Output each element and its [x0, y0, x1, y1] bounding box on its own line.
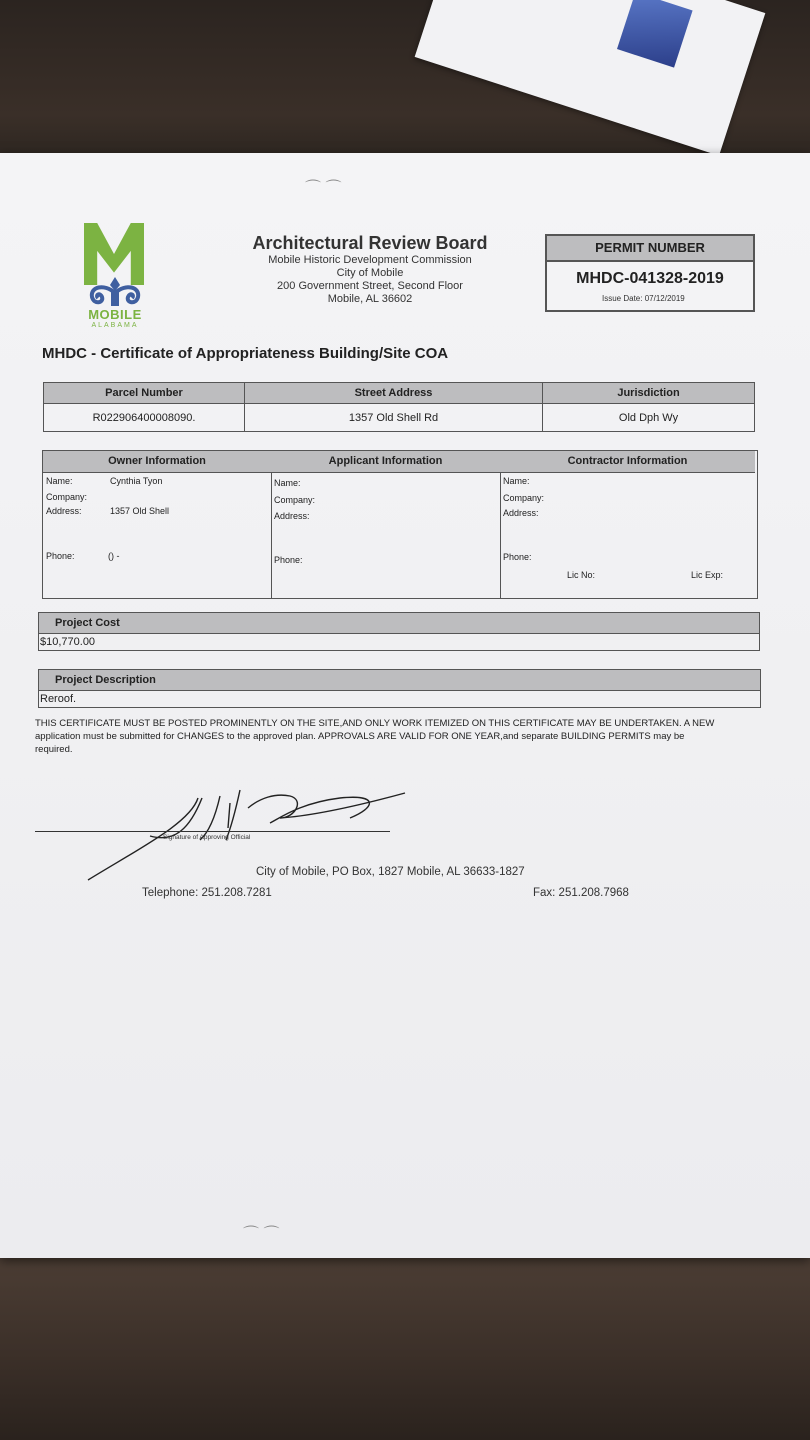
contacts-table — [42, 450, 758, 599]
project-cost-value: $10,770.00 — [40, 636, 96, 648]
project-description-value: Reroof. — [40, 693, 77, 705]
owner-column — [43, 451, 272, 598]
permit-issue-date — [602, 294, 685, 303]
footer-address: City of Mobile, PO Box, 1827 Mobile, AL 36633-1827 — [256, 866, 525, 878]
jurisdiction-header: Jurisdiction — [543, 383, 755, 404]
fleur-de-lis-icon — [86, 275, 144, 309]
board-citystatezip: Mobile, AL 36602 — [327, 293, 413, 305]
board-commission: Mobile Historic Development Commission — [268, 254, 472, 266]
applicant-address-label: Address: — [274, 511, 310, 521]
permit-heading: PERMIT NUMBER — [547, 236, 753, 262]
owner-address: 1357 Old Shell — [110, 506, 170, 516]
owner-phone: () - — [108, 551, 120, 561]
applicant-name-label: Name: — [274, 478, 301, 488]
project-cost-heading: Project Cost — [39, 613, 759, 634]
board-street: 200 Government Street, Second Floor — [277, 280, 463, 292]
staple-mark-top: ⌒ ⌒ — [305, 180, 342, 197]
applicant-column — [271, 451, 501, 598]
applicant-company-label: Company: — [274, 495, 316, 505]
project-description-band — [38, 669, 761, 708]
applicant-phone-label: Phone: — [274, 555, 303, 565]
parcel-number-value: R022906400008090. — [44, 404, 245, 432]
owner-heading: Owner Information — [43, 451, 271, 473]
signature-label: Signature of Approving Official — [163, 834, 251, 841]
board-city: City of Mobile — [336, 267, 404, 279]
contractor-lic-no-label: Lic No: — [567, 570, 596, 580]
board-title: Architectural Review Board — [252, 233, 488, 253]
signature-line — [35, 831, 390, 832]
owner-phone-label: Phone: — [46, 551, 75, 561]
envelope-stamp — [617, 0, 693, 68]
permit-number-box — [545, 234, 755, 312]
issue-date-label: Issue Date: — [602, 294, 643, 303]
contractor-phone-label: Phone: — [503, 552, 532, 562]
issue-date-value: 07/12/2019 — [644, 294, 685, 303]
certificate-document — [0, 153, 810, 1258]
project-description-heading: Project Description — [39, 670, 760, 691]
contractor-name-label: Name: — [503, 476, 530, 486]
posting-notice: THIS CERTIFICATE MUST BE POSTED PROMINENTLY ON THE SITE,AND ONLY WORK ITEMIZED ON THIS CERTIFICATE MAY BE UNDERTAKEN. A NEW application must be submitted for CHANGES to the approved plan. APPROVALS ARE VALID FOR ONE YEAR,and separate BUILDING PERMITS may be required. — [35, 718, 715, 755]
contractor-column — [500, 451, 755, 598]
street-address-value: 1357 Old Shell Rd — [245, 404, 543, 432]
parcel-number-header: Parcel Number — [44, 383, 245, 404]
envelope-corner — [415, 0, 766, 156]
owner-name: Cynthia Tyon — [110, 476, 163, 486]
board-header — [240, 233, 500, 306]
owner-company-label: Company: — [46, 492, 88, 502]
project-cost-band — [38, 612, 760, 651]
parcel-table — [43, 382, 755, 432]
owner-name-label: Name: — [46, 476, 73, 486]
footer-telephone: Telephone: 251.208.7281 — [142, 887, 272, 899]
owner-address-label: Address: — [46, 506, 82, 516]
applicant-heading: Applicant Information — [271, 451, 500, 473]
logo-state: ALABAMA — [91, 322, 139, 329]
contractor-heading: Contractor Information — [500, 451, 755, 473]
contractor-lic-exp-label: Lic Exp: — [691, 570, 724, 580]
mobile-alabama-logo — [80, 223, 150, 333]
logo-wordmark: MOBILE — [88, 307, 142, 322]
permit-number: MHDC-041328-2019 — [576, 270, 724, 287]
footer-fax: Fax: 251.208.7968 — [533, 887, 629, 899]
staple-mark-bottom: ⌒ ⌒ — [243, 1226, 280, 1243]
jurisdiction-value: Old Dph Wy — [543, 404, 755, 432]
contractor-company-label: Company: — [503, 493, 545, 503]
contractor-address-label: Address: — [503, 508, 539, 518]
document-title: MHDC - Certificate of Appropriateness Building/Site COA — [42, 345, 449, 362]
street-address-header: Street Address — [245, 383, 543, 404]
